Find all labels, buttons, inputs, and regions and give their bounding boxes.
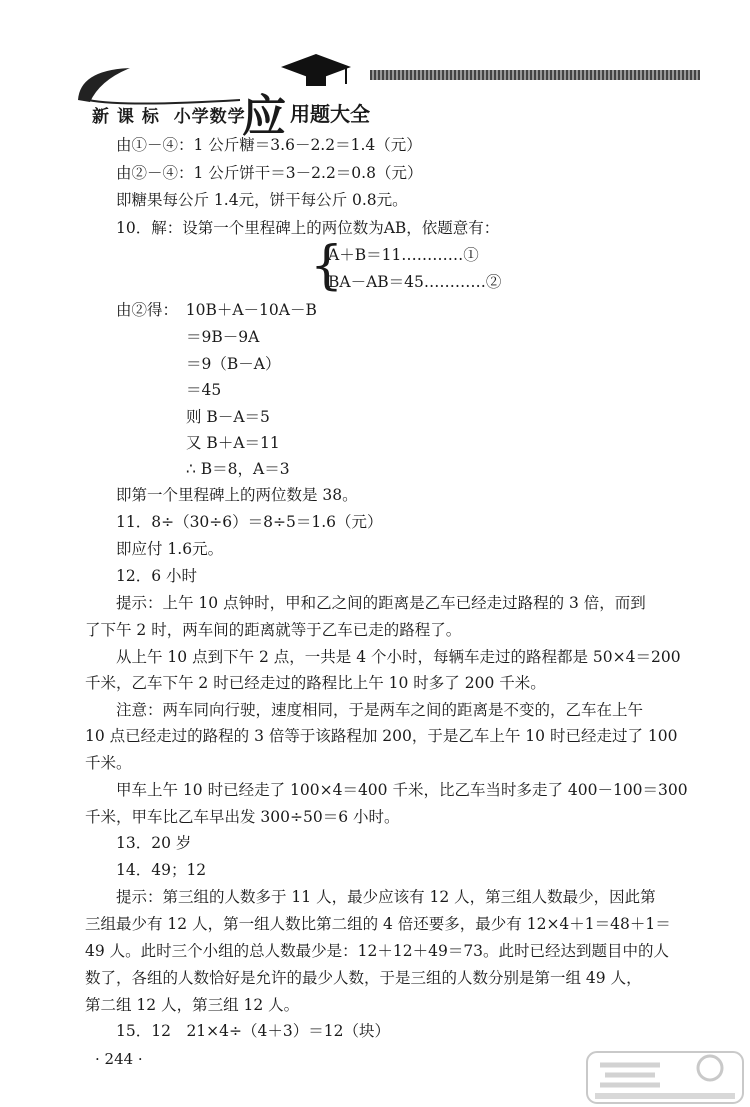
text-line: 千米，甲车比乙车早出发 300÷50＝6 小时。 [85, 808, 400, 826]
text-line: 提示：上午 10 点钟时，甲和乙之间的距离是乙车已经走过路程的 3 倍，而到 [116, 594, 646, 612]
watermark-logo-icon [585, 1050, 745, 1105]
equation-2: BA－AB＝45…………② [328, 273, 502, 291]
text-line: 由②－④：1 公斤饼干＝3－2.2＝0.8（元） [116, 164, 423, 182]
text-line: 又 B＋A＝11 [186, 434, 280, 452]
text-line: ＝9（B－A） [186, 355, 281, 373]
text-line: 即糖果每公斤 1.4元，饼干每公斤 0.8元。 [116, 191, 408, 209]
graduation-cap-icon [276, 52, 356, 92]
text-line: 则 B－A＝5 [186, 408, 270, 426]
text-line: 数了，各组的人数恰好是允许的最少人数，于是三组的人数分别是第一组 49 人， [85, 969, 642, 987]
page-header [70, 40, 710, 142]
text-line: 提示：第三组的人数多于 11 人，最少应该有 12 人，第三组人数最少，因此第 [116, 888, 656, 906]
equation-brace: { [310, 236, 344, 296]
text-line: 了下午 2 时，两车间的距离就等于乙车已走的路程了。 [85, 621, 462, 639]
header-swoosh-icon [70, 40, 250, 110]
text-line: 即第一个里程碑上的两位数是 38。 [116, 486, 358, 504]
header-series-label: 新 课 标 小学数学 [92, 107, 246, 127]
text-line: 由②得： 10B＋A－10A－B [116, 301, 317, 319]
text-line: 第二组 12 人，第三组 12 人。 [85, 996, 300, 1014]
text-line: 三组最少有 12 人，第一组人数比第二组的 4 倍还要多，最少有 12×4＋1＝48＋1＝ [85, 915, 671, 933]
text-line: 15．12 21×4÷（4＋3）＝12（块） [116, 1022, 390, 1040]
text-line: 10 点已经走过的路程的 3 倍等于该路程加 200，于是乙车上午 10 时已经走过了 100 [85, 727, 678, 745]
header-big-char: 应 [242, 91, 286, 142]
page-number: · 244 · [95, 1050, 143, 1068]
text-line: 由①－④：1 公斤糖＝3.6－2.2＝1.4（元） [116, 136, 422, 154]
text-line: ＝9B－9A [186, 328, 260, 346]
text-line: 千米。 [85, 754, 132, 772]
text-line: 甲车上午 10 时已经走了 100×4＝400 千米，比乙车当时多走了 400－100＝300 [116, 781, 688, 799]
text-line: 从上午 10 点到下午 2 点，一共是 4 个小时，每辆车走过的路程都是 50×4＝200 [116, 648, 681, 666]
text-line: 12．6 小时 [116, 567, 198, 585]
equation-1: A＋B＝11…………① [328, 246, 479, 264]
text-line: 14．49；12 [116, 861, 207, 879]
text-line: ＝45 [186, 381, 222, 399]
text-line: 千米，乙车下午 2 时已经走过的路程比上午 10 时多了 200 千米。 [85, 674, 546, 692]
text-line: ∴ B＝8，A＝3 [186, 460, 290, 478]
text-line: 即应付 1.6元。 [116, 540, 224, 558]
text-line: 10．解：设第一个里程碑上的两位数为AB，依题意有： [116, 219, 500, 237]
header-decorative-bar [370, 70, 700, 80]
text-line: 49 人。此时三个小组的总人数最少是：12＋12＋49＝73。此时已经达到题目中的人 [85, 942, 670, 960]
text-line: 13．20 岁 [116, 834, 192, 852]
text-line: 注意：两车同向行驶，速度相同，于是两车之间的距离是不变的，乙车在上午 [116, 701, 644, 719]
text-line: 11．8÷（30÷6）＝8÷5＝1.6（元） [116, 513, 383, 531]
header-title-rest: 用题大全 [290, 102, 370, 126]
